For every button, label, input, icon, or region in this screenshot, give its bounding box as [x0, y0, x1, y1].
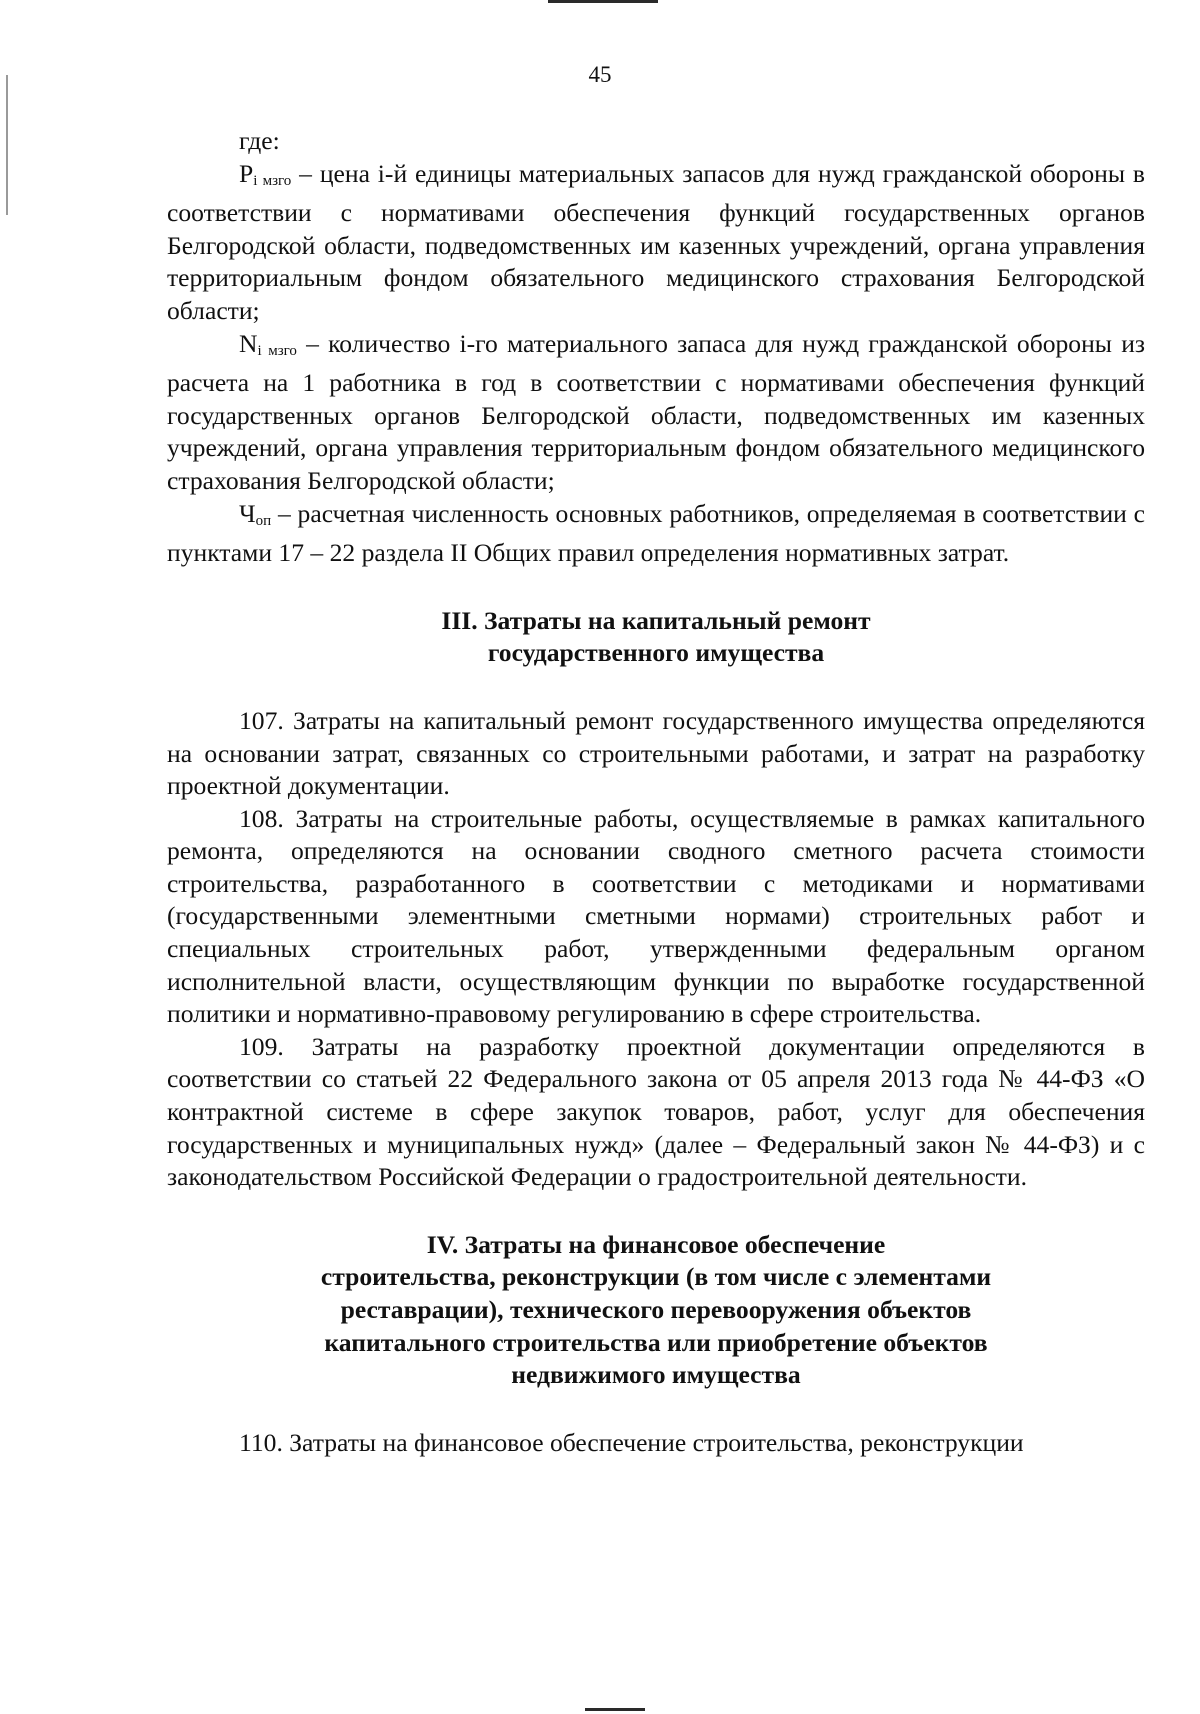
symbol-n: N	[239, 328, 258, 358]
document-body	[167, 125, 1145, 1459]
symbol-ch: Ч	[239, 498, 256, 528]
scan-artifact-top	[548, 0, 658, 3]
definition-quantity	[167, 328, 1145, 498]
subscript-ch: оп	[255, 512, 272, 529]
paragraph-110: 110. Затраты на финансовое обеспечение строительства, реконструкции	[239, 1427, 1024, 1457]
section-3-heading	[167, 605, 1145, 670]
subscript-n: i мзго	[257, 342, 297, 359]
section-4-heading-line-2: строительства, реконструкции (в том числе с элементами	[320, 1262, 992, 1292]
definition-quantity-text: – количество i-го материального запаса для нужд гражданской обороны из расчета на 1 работника в год в соответствии с нормативами обеспечения функций государственных органов Белгородской области, подведомственных им казенных учреждений, органа управления территориальным фондом обязательного медицинского страхования Белгородской области;	[167, 328, 1145, 495]
section-4-heading-line-1: IV. Затраты на финансовое обеспечение	[426, 1229, 886, 1259]
where-label: где:	[239, 126, 280, 155]
definition-price	[167, 158, 1145, 328]
section-4-heading-line-3: реставрации), технического перевооружения объектов	[340, 1295, 972, 1324]
paragraph-107: 107. Затраты на капитальный ремонт государственного имущества определяются на основании затрат, связанных со строительными работами, и затрат на разработку проектной документации.	[167, 705, 1145, 801]
subscript-p: i мзго	[253, 172, 292, 189]
scan-artifact-left	[6, 75, 8, 215]
scan-artifact-bottom	[585, 1708, 645, 1711]
section-3-heading-line-1: III. Затраты на капитальный ремонт	[441, 605, 871, 635]
page-number: 45	[588, 62, 612, 87]
definition-headcount-text: – расчетная численность основных работников, определяемая в соответствии с пунктами 17 – 22 раздела II Общих правил определения нормативных затрат.	[167, 498, 1145, 568]
section-4-heading	[167, 1229, 1145, 1392]
definition-price-text: – цена i-й единицы материальных запасов для нужд гражданской обороны в соответствии с нормативами обеспечения функций государственных органов Белгородской области, подведомственных им казенных учреждений, органа управления территориальным фондом обязательного медицинского страхования Белгородской области;	[167, 158, 1145, 325]
section-4-heading-line-4: капитального строительства или приобретение объектов	[324, 1327, 988, 1357]
definition-headcount	[167, 498, 1145, 570]
section-3-heading-line-2: государственного имущества	[487, 638, 825, 668]
paragraph-108: 108. Затраты на строительные работы, осуществляемые в рамках капитального ремонта, определяются на основании сводного сметного расчета стоимости строительства, разработанного в соответствии с методиками и нормативами (государственными элементными сметными нормами) строительных работ и специальных строительных работ, утвержденными федеральным органом исполнительной власти, осуществляющим функции по выработке государственной политики и нормативно-правовому регулированию в сфере строительства.	[167, 803, 1145, 1029]
paragraph-109: 109. Затраты на разработку проектной документации определяются в соответствии со статьей 22 Федерального закона от 05 апреля 2013 года № 44-ФЗ «О контрактной системе в сфере закупок товаров, работ, услуг для обеспечения государственных и муниципальных нужд» (далее – Федеральный закон № 44-ФЗ) и с законодательством Российской Федерации о градостроительной деятельности.	[167, 1031, 1145, 1192]
symbol-p: P	[239, 158, 254, 188]
section-4-heading-line-5: недвижимого имущества	[511, 1360, 801, 1390]
